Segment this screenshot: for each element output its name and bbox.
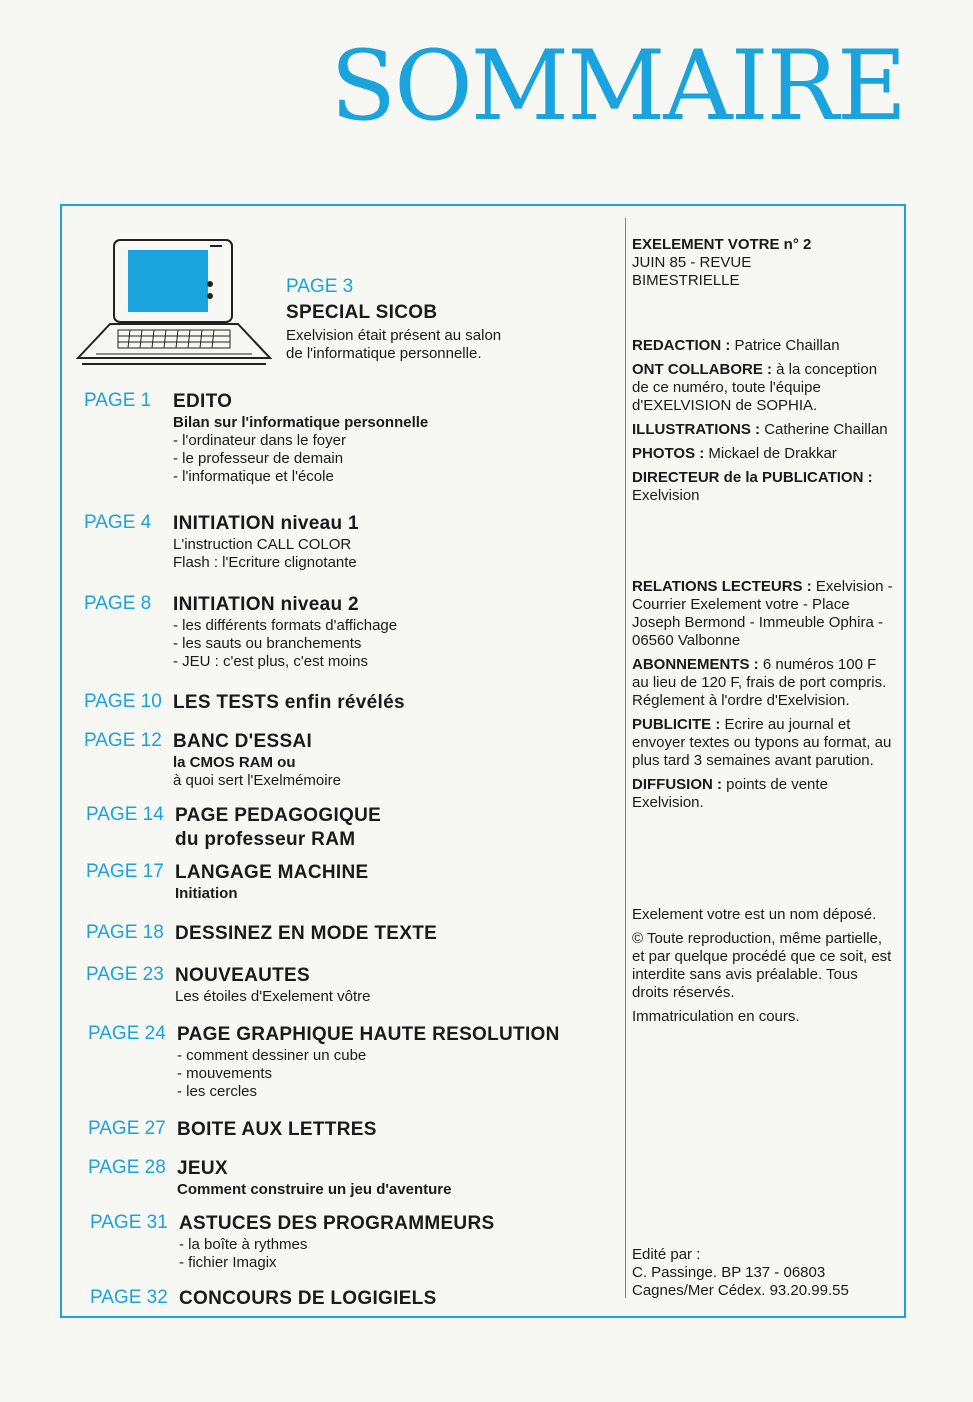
entry-heading: PAGE PEDAGOGIQUE <box>175 805 382 826</box>
credit-label: DIFFUSION : <box>632 776 722 793</box>
credit-item <box>632 469 894 505</box>
entry-heading: CONCOURS DE LOGIGIELS <box>179 1288 437 1309</box>
legal-block <box>632 906 894 1032</box>
credit-text: Exelvision - Courrier Exelement votre - Place Joseph Bermond - Immeuble Ophira - 06560 Valbonne <box>632 578 893 649</box>
entry-page: PAGE 28 <box>88 1157 166 1178</box>
publisher-line: Edité par : <box>632 1246 701 1263</box>
page-title: SOMMAIRE <box>330 30 905 142</box>
computer-icon <box>76 238 272 368</box>
contents-entry <box>86 964 606 1006</box>
contents-entry <box>88 1118 608 1142</box>
entry-line: - fichier Imagix <box>179 1254 277 1271</box>
credits-block <box>632 337 894 511</box>
contents-entry <box>90 1212 610 1272</box>
entry-page: PAGE 8 <box>84 593 152 614</box>
entry-line: L'instruction CALL COLOR <box>173 536 352 553</box>
credit-item <box>632 776 894 812</box>
publisher-block <box>632 1246 894 1300</box>
entry-body <box>177 1157 608 1199</box>
entry-line: Les étoiles d'Exelement vôtre <box>175 988 371 1005</box>
credit-label: PHOTOS : <box>632 445 705 462</box>
featured-description <box>286 327 586 363</box>
entry-body <box>173 691 604 715</box>
entry-body <box>175 861 606 903</box>
entry-page: PAGE 27 <box>88 1118 166 1139</box>
entry-page: PAGE 1 <box>84 390 152 411</box>
featured-line: de l'informatique personnelle. <box>286 345 482 362</box>
entry-heading: PAGE GRAPHIQUE HAUTE RESOLUTION <box>177 1024 560 1045</box>
credit-label: REDACTION : <box>632 337 731 354</box>
entry-heading: JEUX <box>177 1158 228 1179</box>
credit-item <box>632 445 894 463</box>
contents-entry <box>86 922 606 946</box>
entry-heading: INITIATION niveau 1 <box>173 513 359 534</box>
entry-heading: DESSINEZ EN MODE TEXTE <box>175 923 438 944</box>
issue-line: BIMESTRIELLE <box>632 272 740 289</box>
entry-line: - la boîte à rythmes <box>179 1236 308 1253</box>
entry-line: - les sauts ou branchements <box>173 635 362 652</box>
legal-notice: Exelement votre est un nom déposé. <box>632 906 877 923</box>
entry-heading: NOUVEAUTES <box>175 965 310 986</box>
credit-item <box>632 656 894 710</box>
credit-item <box>632 361 894 415</box>
featured-entry <box>286 276 586 363</box>
contents-entry <box>90 1287 610 1311</box>
entry-body <box>177 1023 608 1101</box>
credit-text: Exelvision <box>632 487 700 504</box>
contents-entry <box>86 804 606 852</box>
entry-page: PAGE 32 <box>90 1287 168 1308</box>
registration-notice: Immatriculation en cours. <box>632 1008 800 1025</box>
entry-heading: INITIATION niveau 2 <box>173 594 359 615</box>
entry-body <box>175 922 606 946</box>
credit-text: 6 numéros 100 F au lieu de 120 F, frais de port compris. Réglement à l'ordre d'Exelvision. <box>632 656 887 709</box>
credit-text: à la conception de ce numéro, toute l'équipe d'EXELVISION de SOPHIA. <box>632 361 878 414</box>
credit-label: PUBLICITE : <box>632 716 721 733</box>
entry-heading: ASTUCES DES PROGRAMMEURS <box>179 1213 495 1234</box>
credit-item <box>632 716 894 770</box>
entry-page: PAGE 17 <box>86 861 164 882</box>
credit-text: Mickael de Drakkar <box>708 445 837 462</box>
entry-line: - les cercles <box>177 1083 258 1100</box>
issue-title: EXELEMENT VOTRE n° 2 <box>632 236 812 253</box>
entry-heading: BOITE AUX LETTRES <box>177 1119 377 1140</box>
entry-page: PAGE 14 <box>86 804 164 825</box>
publisher-line: C. Passinge. BP 137 - 06803 <box>632 1264 826 1281</box>
contents-entry <box>86 861 606 903</box>
entry-body <box>173 730 604 790</box>
credit-text: Ecrire au journal et envoyer textes ou typons au format, au plus tard 3 semaines avant parution. <box>632 716 892 769</box>
entry-line: - JEU : c'est plus, c'est moins <box>173 653 368 670</box>
credit-label: RELATIONS LECTEURS : <box>632 578 812 595</box>
entry-line: Bilan sur l'informatique personnelle <box>173 414 429 431</box>
entry-line: - les différents formats d'affichage <box>173 617 398 634</box>
entry-body <box>173 512 604 572</box>
entry-heading: LANGAGE MACHINE <box>175 862 369 883</box>
entry-line: Initiation <box>175 885 238 902</box>
contents-entry <box>84 691 604 715</box>
contents-entry <box>84 730 604 790</box>
credit-item <box>632 421 894 439</box>
entry-line: - l'informatique et l'école <box>173 468 334 485</box>
contents-entry <box>84 390 604 486</box>
entry-heading: EDITO <box>173 391 233 412</box>
contents-entry <box>84 512 604 572</box>
entry-page: PAGE 12 <box>84 730 162 751</box>
entry-page: PAGE 24 <box>88 1023 166 1044</box>
entry-body <box>173 390 604 486</box>
entry-page: PAGE 23 <box>86 964 164 985</box>
entry-body <box>179 1212 610 1272</box>
issue-info <box>632 236 894 290</box>
credit-label: DIRECTEUR de la PUBLICATION : <box>632 469 873 486</box>
featured-line: Exelvision était présent au salon <box>286 327 502 344</box>
entry-heading: du professeur RAM <box>175 829 356 850</box>
entry-page: PAGE 4 <box>84 512 152 533</box>
featured-heading: SPECIAL SICOB <box>286 302 438 323</box>
entry-line: - l'ordinateur dans le foyer <box>173 432 346 449</box>
entry-body <box>179 1287 610 1311</box>
copyright-notice: © Toute reproduction, même partielle, et par quelque procédé que ce soit, est interdite sans avis préalable. Tous droits réservés. <box>632 930 892 1001</box>
credit-text: Catherine Chaillan <box>764 421 888 438</box>
entry-line: - mouvements <box>177 1065 273 1082</box>
entry-line: la CMOS RAM ou <box>173 754 296 771</box>
entry-heading: LES TESTS enfin révélés <box>173 692 405 713</box>
entry-page: PAGE 10 <box>84 691 162 712</box>
entry-line: Comment construire un jeu d'aventure <box>177 1181 452 1198</box>
entry-page: PAGE 18 <box>86 922 164 943</box>
credit-label: ABONNEMENTS : <box>632 656 759 673</box>
credit-item <box>632 578 894 650</box>
credit-item <box>632 337 894 355</box>
entry-body <box>177 1118 608 1142</box>
entry-line: - le professeur de demain <box>173 450 344 467</box>
entry-line: à quoi sert l'Exelmémoire <box>173 772 341 789</box>
entry-line: - comment dessiner un cube <box>177 1047 367 1064</box>
entry-page: PAGE 31 <box>90 1212 168 1233</box>
contacts-block <box>632 578 894 818</box>
entry-body <box>175 804 606 852</box>
entry-heading: BANC D'ESSAI <box>173 731 313 752</box>
column-divider <box>625 218 626 1298</box>
contents-entry <box>88 1023 608 1101</box>
credit-text: points de vente Exelvision. <box>632 776 828 811</box>
contents-entry <box>84 593 604 671</box>
contents-entry <box>88 1157 608 1199</box>
entry-body <box>173 593 604 671</box>
featured-page: PAGE 3 <box>286 276 354 297</box>
entry-body <box>175 964 606 1006</box>
issue-line: JUIN 85 - REVUE <box>632 254 752 271</box>
credit-label: ONT COLLABORE : <box>632 361 772 378</box>
credit-text: Patrice Chaillan <box>734 337 840 354</box>
credit-label: ILLUSTRATIONS : <box>632 421 761 438</box>
publisher-line: Cagnes/Mer Cédex. 93.20.99.55 <box>632 1282 849 1299</box>
entry-line: Flash : l'Ecriture clignotante <box>173 554 357 571</box>
